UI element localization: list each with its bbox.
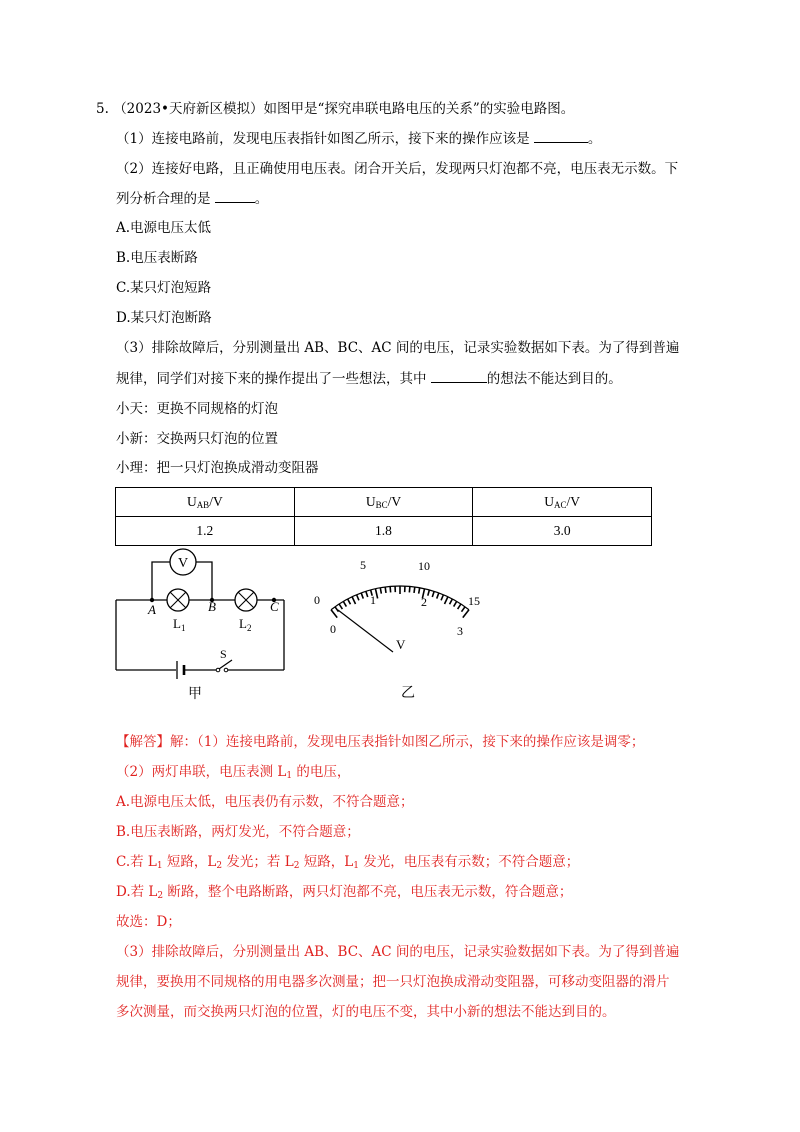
answer-line1 <box>116 733 644 751</box>
header-uac: $U_{AC}/V$ <box>473 488 652 517</box>
dial-tick <box>441 595 443 601</box>
part1-blank <box>534 130 588 143</box>
upper-scale-0: 0 <box>314 593 320 607</box>
dial-tick <box>390 586 391 592</box>
option-d: D.某只灯泡断路 <box>116 310 212 326</box>
dial-tick <box>366 591 368 597</box>
dial-tick <box>409 586 410 592</box>
lamp-l2-icon <box>235 589 257 611</box>
circuit-diagram <box>100 545 300 705</box>
answer-text-1: 解：（1）连接电路前，发现电压表指针如图乙所示，接下来的操作应该是调零； <box>170 734 645 750</box>
value-ubc: 1.8 <box>294 517 473 546</box>
option-a: A.电源电压太低 <box>116 220 212 236</box>
header-uab: $U_{AB}/V$ <box>116 488 295 517</box>
option-c: C.某只灯泡短路 <box>116 280 212 296</box>
dial-tick <box>450 599 453 604</box>
answer-line6: D.若 $L_2$ 断路，整个电路断路，两只灯泡都不亮，电压表无示数，符合题意； <box>116 884 573 901</box>
part3-text: 规律，同学们对接下来的操作提出了一些想法，其中 <box>116 371 427 387</box>
point-a-label: A <box>148 602 156 617</box>
lamp-l1-label: $L_1$ <box>173 616 186 633</box>
question-number: 5. <box>96 101 109 117</box>
lower-scale-2: 2 <box>421 595 427 609</box>
upper-scale-15: 15 <box>468 594 480 608</box>
part2-blank <box>215 190 255 203</box>
dial-tick <box>335 607 338 612</box>
dial-tick <box>463 610 469 618</box>
dial-tick <box>343 601 346 606</box>
dial-tick <box>361 593 363 599</box>
answer-line2: （2）两灯串联，电压表测 $L_1$ 的电压， <box>116 764 351 781</box>
battery-icon <box>177 661 184 679</box>
dial-tick <box>444 597 447 604</box>
dial-tick <box>385 587 386 593</box>
table-row <box>116 517 652 546</box>
answer-line10: 多次测量，而交换两只灯泡的位置，灯的电压不变，其中小新的想法不能达到目的。 <box>116 1004 616 1020</box>
answer-line8: （3）排除故障后，分别测量出 AB、BC、AC 间的电压，记录实验数据如下表。为了得到普遍 <box>116 944 680 960</box>
point-c-label: C <box>270 599 279 614</box>
svg-text:V: V <box>177 556 189 571</box>
part3-blank <box>431 370 487 383</box>
upper-scale-5: 5 <box>360 558 366 572</box>
answer-line5: C.若 $L_1$ 短路，$L_2$ 发光；若 $L_2$ 短路，$L_1$ 发光，电压表有示数；不符合题意； <box>116 854 580 871</box>
part1-end: 。 <box>587 131 602 147</box>
value-uab: 1.2 <box>116 517 295 546</box>
dial-tick <box>352 597 355 604</box>
voltage-table <box>115 487 652 546</box>
dial-tick <box>419 588 420 594</box>
circuit-caption: 甲 <box>188 687 202 702</box>
idea-xiaoxin: 小新：交换两只灯泡的位置 <box>116 431 278 447</box>
lower-scale-3: 3 <box>457 624 463 638</box>
part2-end: 。 <box>254 191 269 207</box>
question-intro: （2023•天府新区模拟）如图甲是“探究串联电路电压的关系”的实验电路图。 <box>113 101 575 117</box>
lamp-l1-icon <box>167 589 189 611</box>
option-b: B.电压表断路 <box>116 250 198 266</box>
upper-scale-10: 10 <box>418 559 430 573</box>
part2-text: 列分析合理的是 <box>116 191 211 207</box>
answer-line4: B.电压表断路，两灯发光，不符合题意； <box>116 824 360 840</box>
dial-tick <box>380 588 381 594</box>
answer-line7: 故选：D； <box>116 914 181 930</box>
dial-caption: 乙 <box>401 686 415 701</box>
header-ubc: $U_{BC}/V$ <box>294 488 473 517</box>
dial-tick <box>437 593 439 599</box>
dial-scale <box>331 586 469 618</box>
dial-tick <box>331 610 337 618</box>
dial-tick <box>339 604 342 609</box>
dial-tick <box>458 604 461 609</box>
question-intro-line <box>96 100 574 118</box>
lower-scale-0: 0 <box>330 622 336 636</box>
part2-line1: （2）连接好电路，且正确使用电压表。闭合开关后，发现两只灯泡都不亮，电压表无示数。下 <box>116 161 679 177</box>
part1-text: （1）连接电路前，发现电压表指针如图乙所示，接下来的操作应该是 <box>116 131 530 147</box>
dial-tick <box>357 595 359 601</box>
idea-xiaotian: 小天：更换不同规格的灯泡 <box>116 401 278 417</box>
dial-tick <box>414 587 415 593</box>
table-header-row <box>116 488 652 517</box>
dial-needle <box>338 610 393 652</box>
voltmeter-dial-diagram <box>300 548 500 708</box>
lamp-l2-label: $L_2$ <box>239 616 252 633</box>
point-b-label: B <box>208 599 216 614</box>
dial-unit: V <box>396 637 406 652</box>
dial-tick <box>432 591 434 597</box>
answer-line9: 规律，要换用不同规格的用电器多次测量；把一只灯泡换成滑动变阻器，可移动变阻器的滑片 <box>116 974 670 990</box>
part1-line <box>116 130 601 148</box>
part3-end: 的想法不能达到目的。 <box>486 371 622 387</box>
switch-label: S <box>220 647 227 661</box>
idea-xiaoli: 小理：把一只灯泡换成滑动变阻器 <box>116 460 319 476</box>
dial-tick <box>454 601 457 606</box>
dial-tick <box>428 590 430 596</box>
lower-scale-1: 1 <box>370 593 376 607</box>
voltmeter-icon <box>170 549 196 575</box>
part3-line2 <box>116 370 622 388</box>
part3-line1: （3）排除故障后，分别测量出 AB、BC、AC 间的电压，记录实验数据如下表。为了得到普遍 <box>116 340 680 356</box>
answer-label: 【解答】 <box>116 734 170 750</box>
dial-tick <box>348 599 351 604</box>
part2-line2 <box>116 190 268 208</box>
dial-tick <box>462 607 465 612</box>
value-uac: 3.0 <box>473 517 652 546</box>
answer-line3: A.电源电压太低，电压表仍有示数，不符合题意； <box>116 794 414 810</box>
